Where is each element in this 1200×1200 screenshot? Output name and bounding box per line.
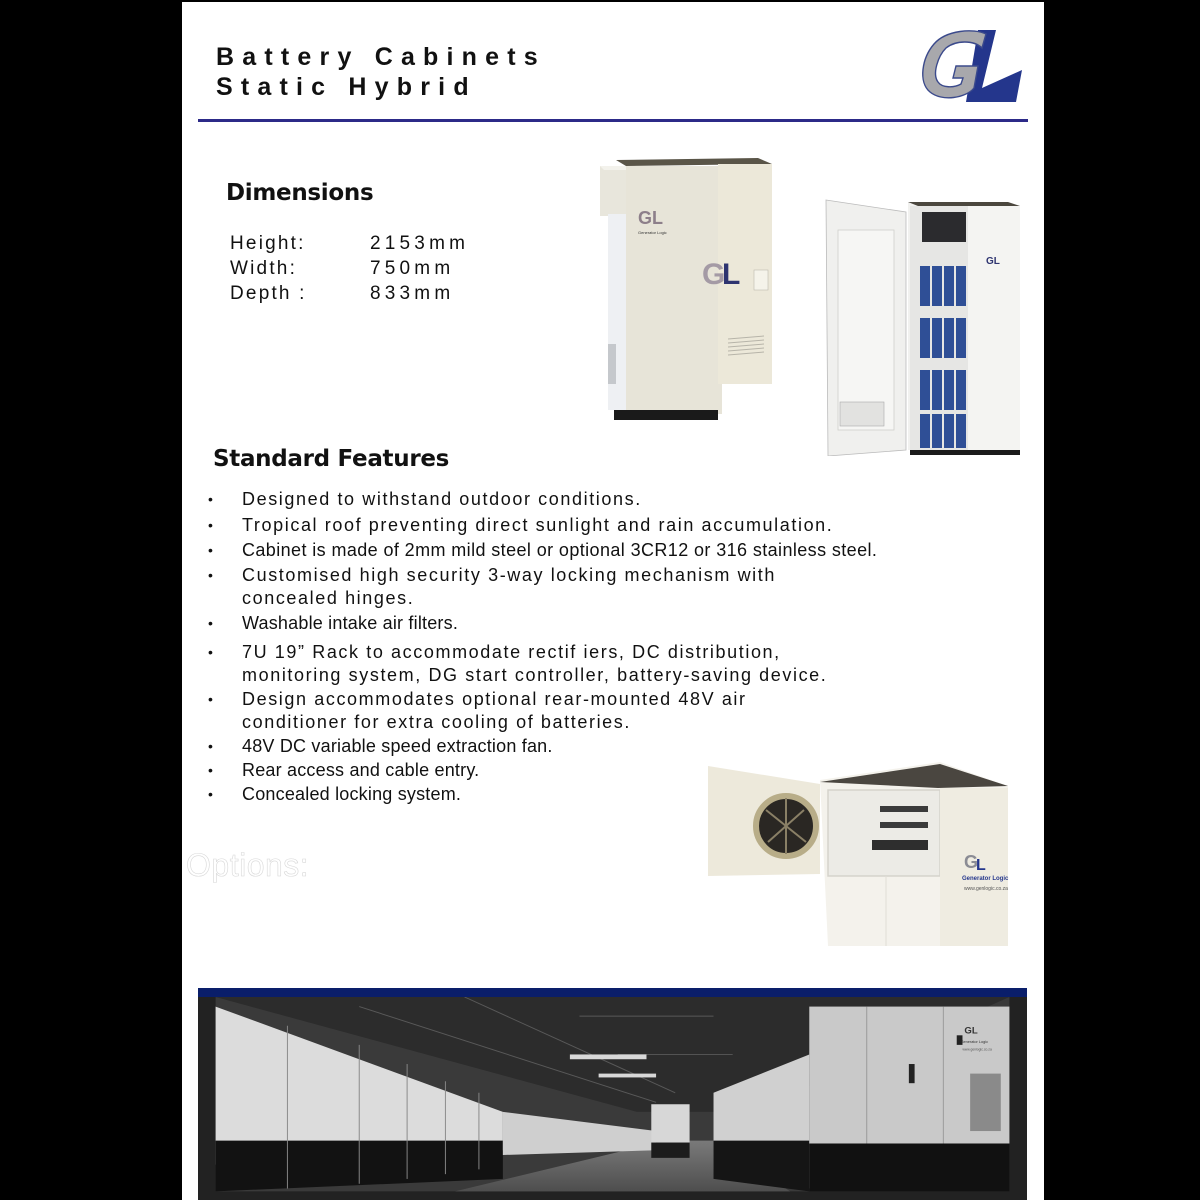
title-line-1: Battery Cabinets xyxy=(216,43,546,71)
bullet-icon: • xyxy=(208,644,215,660)
svg-text:www.genlogic.co.za: www.genlogic.co.za xyxy=(964,886,1008,892)
gl-logo-icon xyxy=(916,26,1028,106)
dimension-row-depth xyxy=(230,281,469,306)
bullet-icon: • xyxy=(208,491,215,507)
feature-item: • Cabinet is made of 2mm mild steel or optional 3CR12 or 316 stainless steel. xyxy=(208,540,878,560)
brochure-page xyxy=(182,2,1044,1200)
bullet-icon: • xyxy=(208,762,214,778)
feature-item: • Customised high security 3-way locking mechanism with concealed hinges. xyxy=(208,565,776,608)
dimension-label: Depth : xyxy=(230,283,307,304)
dimension-label: Width: xyxy=(230,258,298,279)
svg-text:www.genlogic.co.za: www.genlogic.co.za xyxy=(962,1047,992,1052)
bullet-icon: • xyxy=(208,542,214,558)
bullet-icon: • xyxy=(208,738,214,754)
feature-item: • Concealed locking system. xyxy=(208,784,462,804)
bullet-icon: • xyxy=(208,567,215,583)
bullet-icon: • xyxy=(208,615,214,631)
svg-text:GL: GL xyxy=(638,208,663,228)
feature-item: • Rear access and cable entry. xyxy=(208,760,480,780)
dimension-value: 2153mm xyxy=(370,233,470,254)
title-line-2: Static Hybrid xyxy=(216,73,477,101)
bullet-icon: • xyxy=(208,691,215,707)
feature-item: • Design accommodates optional rear-mounted 48V air conditioner for extra cooling of batteries. xyxy=(208,689,747,732)
svg-text:Generator Logic: Generator Logic xyxy=(962,876,1009,882)
svg-text:Generator Logic: Generator Logic xyxy=(960,1039,989,1044)
dimension-row-height xyxy=(230,231,469,256)
svg-text:L: L xyxy=(976,857,986,874)
bullet-icon: • xyxy=(208,517,215,533)
svg-text:GL: GL xyxy=(964,1025,978,1037)
cabinet-closed-photo xyxy=(586,154,772,424)
dimension-value: 833mm xyxy=(370,283,455,304)
cabinet-fan-photo xyxy=(708,758,1012,946)
features-heading: Standard Features xyxy=(213,446,450,472)
options-heading: Options: xyxy=(186,847,310,883)
page-title xyxy=(216,42,546,102)
cabinet-open-photo xyxy=(822,194,1022,456)
feature-item: • 48V DC variable speed extraction fan. xyxy=(208,736,553,756)
brand-text: Generator Logic xyxy=(638,230,667,235)
photo-top-bar xyxy=(198,988,1027,997)
dimensions-heading: Dimensions xyxy=(226,180,374,206)
dimension-row-width xyxy=(230,256,469,281)
dimensions-table xyxy=(230,231,469,306)
header-divider xyxy=(198,119,1028,122)
dimension-label: Height: xyxy=(230,233,306,254)
dimension-value: 750mm xyxy=(370,258,455,279)
feature-item: • Tropical roof preventing direct sunlight and rain accumulation. xyxy=(208,515,834,535)
bullet-icon: • xyxy=(208,786,214,802)
feature-item: • Washable intake air filters. xyxy=(208,613,459,633)
feature-item: • Designed to withstand outdoor conditions. xyxy=(208,489,642,509)
svg-text:G: G xyxy=(702,258,726,291)
svg-text:GL: GL xyxy=(986,256,1000,267)
svg-text:L: L xyxy=(722,258,741,291)
svg-text:G: G xyxy=(964,852,979,872)
feature-item: • 7U 19” Rack to accommodate rectif iers, DC distribution, monitoring system, DG start controller, battery-saving device. xyxy=(208,642,828,685)
warehouse-photo xyxy=(198,988,1027,1200)
